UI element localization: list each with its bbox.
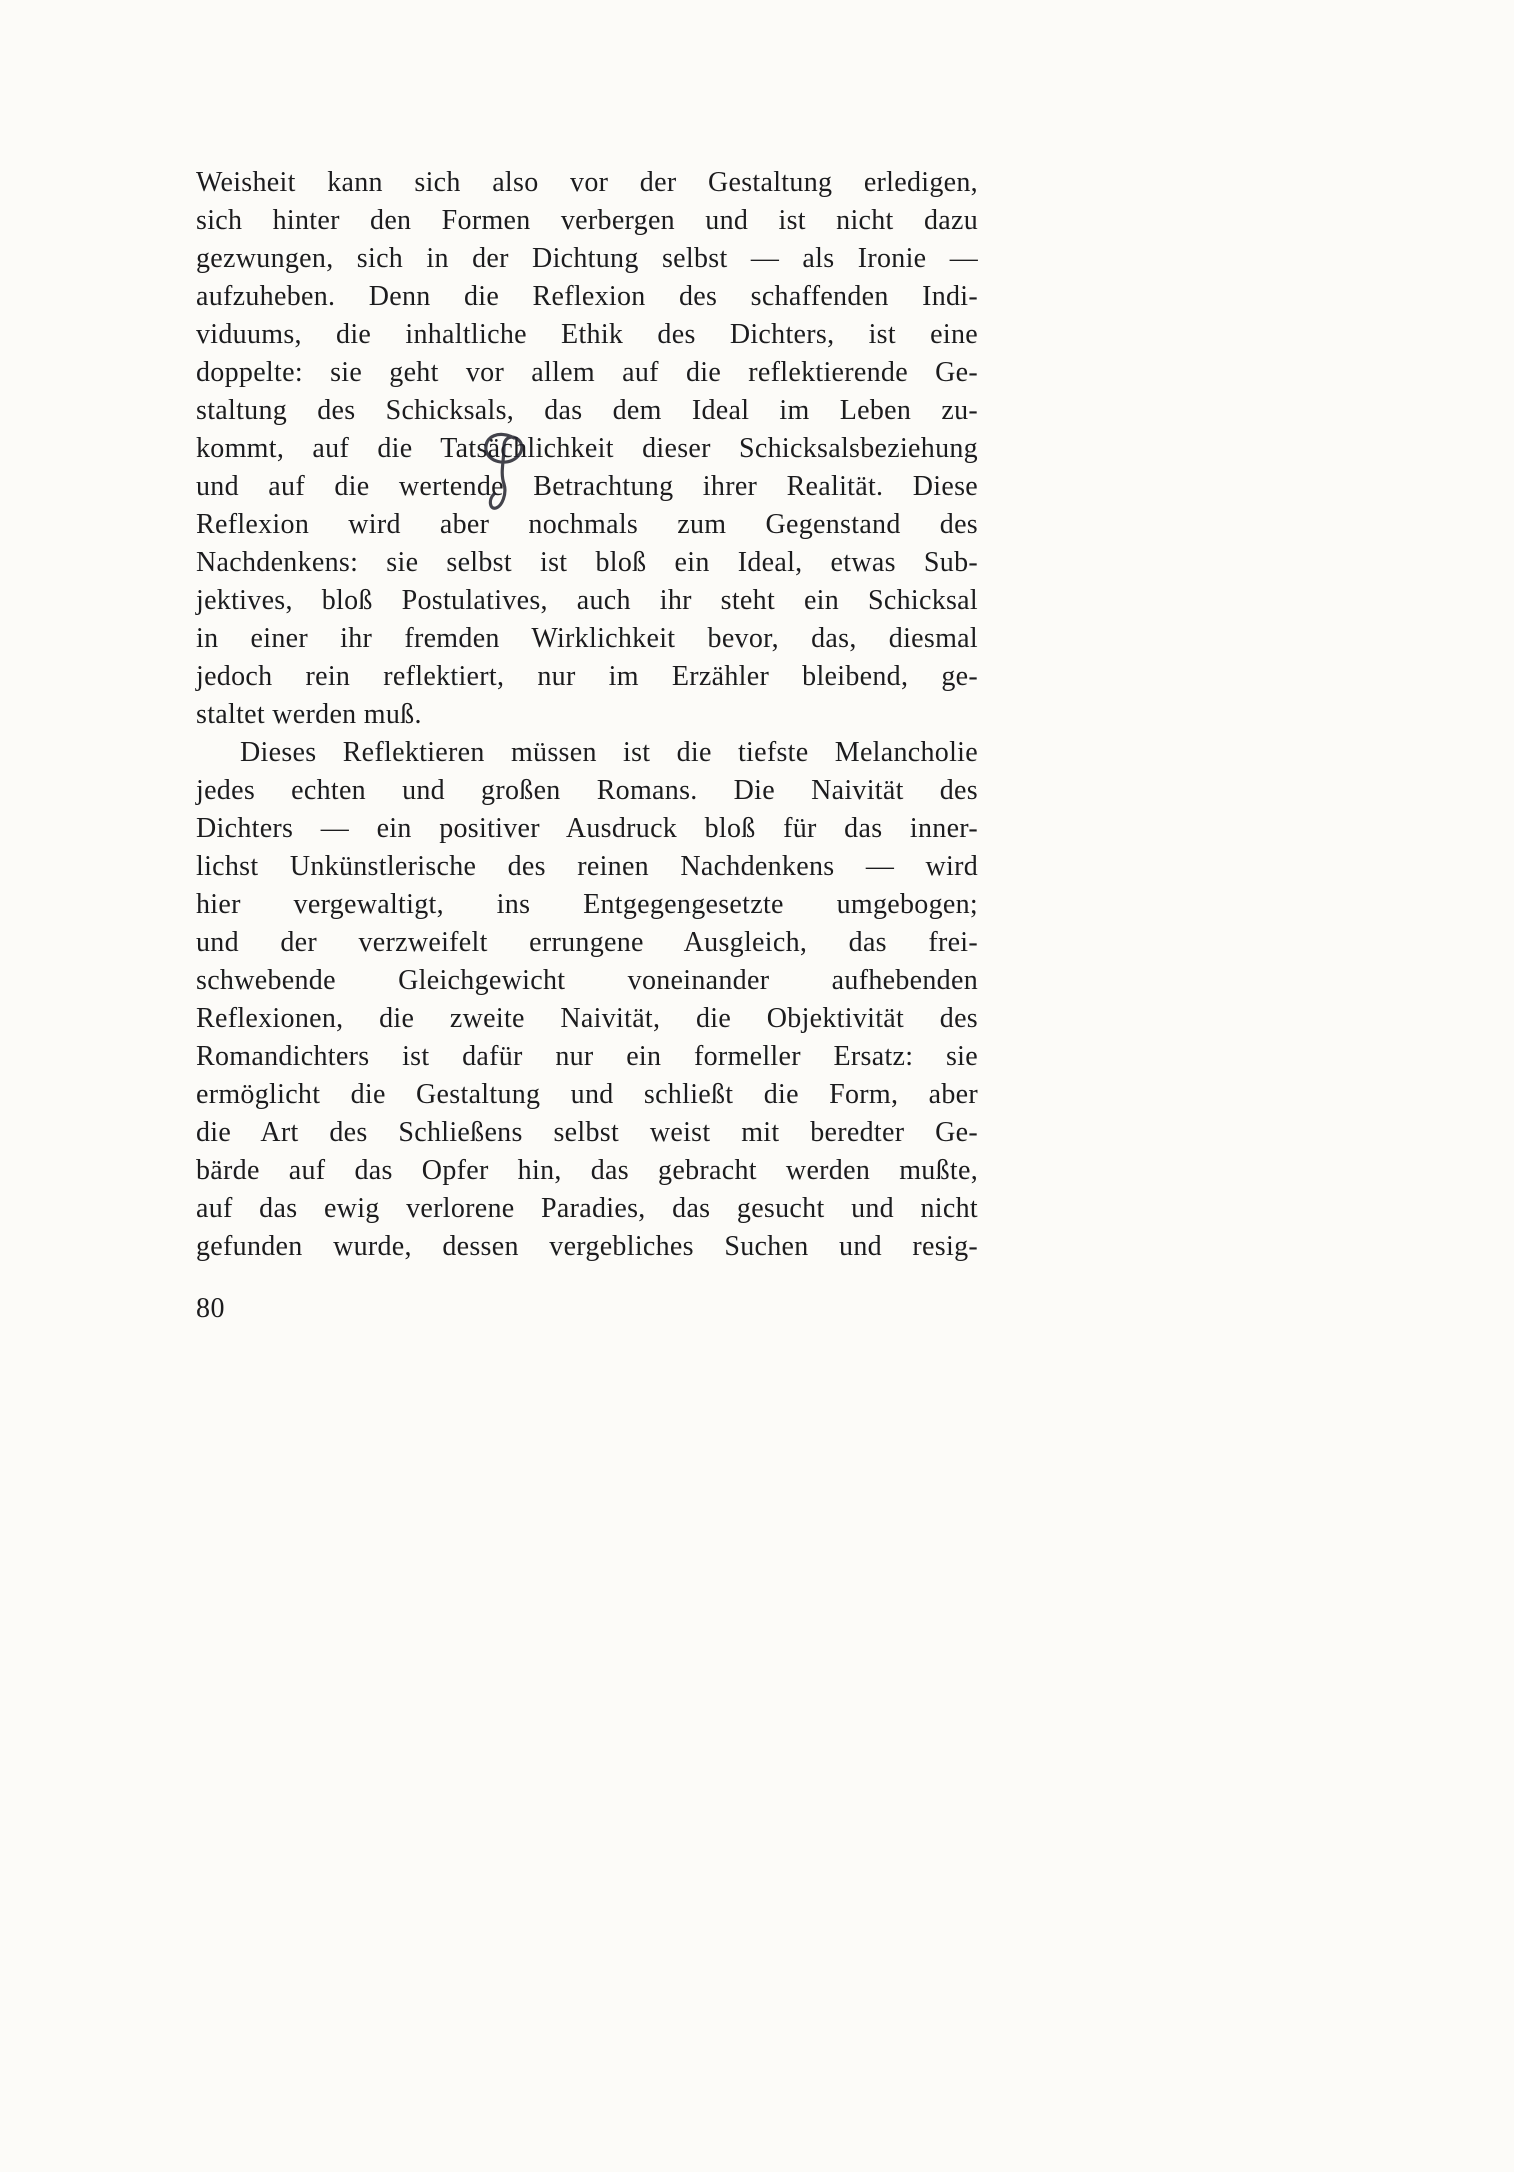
text-line: schwebende Gleichgewicht voneinander aufhebenden xyxy=(196,965,978,996)
text-line: doppelte: sie geht vor allem auf die reflektierende Ge- xyxy=(196,357,978,388)
text-line: Weisheit kann sich also vor der Gestaltung erledigen, xyxy=(196,167,978,198)
text-line: jektives, bloß Postulatives, auch ihr steht ein Schicksal xyxy=(196,585,978,616)
text-line: jedoch rein reflektiert, nur im Erzähler bleibend, ge- xyxy=(196,661,978,692)
text-line: in einer ihr fremden Wirklichkeit bevor, das, diesmal xyxy=(196,623,978,654)
text-line: jedes echten und großen Romans. Die Naivität des xyxy=(196,775,978,806)
body-text xyxy=(196,164,978,1266)
text-line: bärde auf das Opfer hin, das gebracht werden mußte, xyxy=(196,1155,978,1186)
text-line: hier vergewaltigt, ins Entgegengesetzte umgebogen; xyxy=(196,889,978,920)
text-line: aufzuheben. Denn die Reflexion des schaffenden Indi- xyxy=(196,281,978,312)
text-line: lichst Unkünstlerische des reinen Nachdenkens — wird xyxy=(196,851,978,882)
text-line: und auf die wertende Betrachtung ihrer Realität. Diese xyxy=(196,471,978,502)
text-line: Dichters — ein positiver Ausdruck bloß für das inner- xyxy=(196,813,978,844)
text-line: und der verzweifelt errungene Ausgleich, das frei- xyxy=(196,927,978,958)
text-line: Reflexion wird aber nochmals zum Gegenstand des xyxy=(196,509,978,540)
text-line: gefunden wurde, dessen vergebliches Suchen und resig- xyxy=(196,1231,978,1262)
text-line: Reflexionen, die zweite Naivität, die Objektivität des xyxy=(196,1003,978,1034)
text-line: gezwungen, sich in der Dichtung selbst — als Ironie — xyxy=(196,243,978,274)
paragraph xyxy=(196,164,978,734)
text-line: auf das ewig verlorene Paradies, das gesucht und nicht xyxy=(196,1193,978,1224)
text-line: die Art des Schließens selbst weist mit beredter Ge- xyxy=(196,1117,978,1148)
text-line: viduums, die inhaltliche Ethik des Dichters, ist eine xyxy=(196,319,978,350)
text-line: ermöglicht die Gestaltung und schließt die Form, aber xyxy=(196,1079,978,1110)
text-line: Romandichters ist dafür nur ein formeller Ersatz: sie xyxy=(196,1041,978,1072)
text-line: staltet werden muß. xyxy=(196,699,422,730)
paragraph xyxy=(196,734,978,1266)
text-line: Dieses Reflektieren müssen ist die tiefste Melancholie xyxy=(240,737,978,768)
text-line: sich hinter den Formen verbergen und ist nicht dazu xyxy=(196,205,978,236)
text-line: Nachdenkens: sie selbst ist bloß ein Ideal, etwas Sub- xyxy=(196,547,978,578)
text-line: kommt, auf die Tatsächlichkeit dieser Schicksalsbeziehung xyxy=(196,433,978,464)
text-line: staltung des Schicksals, das dem Ideal im Leben zu- xyxy=(196,395,978,426)
page-number: 80 xyxy=(196,1293,225,1324)
